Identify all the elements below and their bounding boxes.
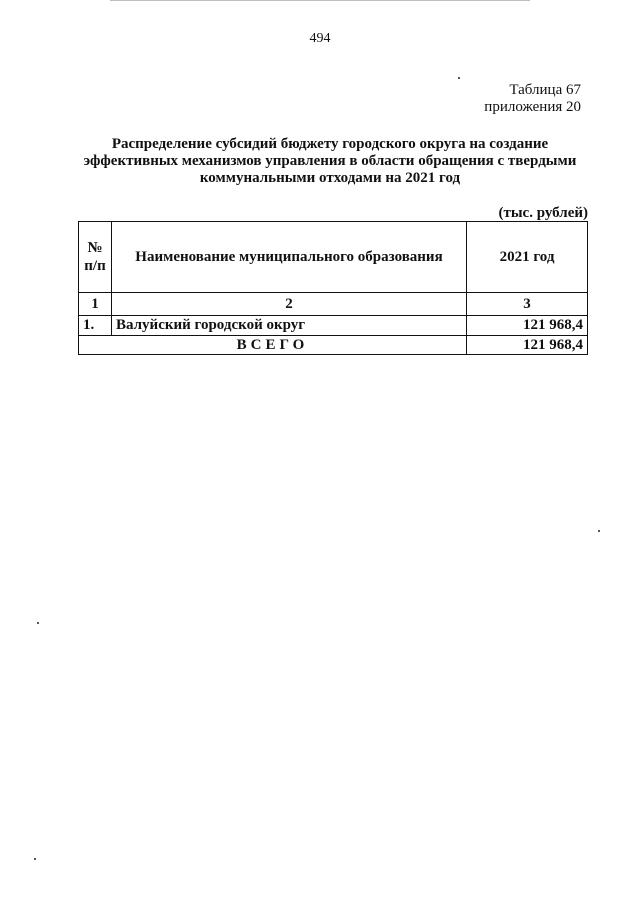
column-number-row: [79, 293, 588, 316]
scan-speck: [37, 622, 39, 624]
units-label: (тыс. рублей): [498, 205, 588, 221]
table-row: [79, 316, 588, 336]
header-number-abbr: п/п: [84, 258, 106, 274]
column-number-1: 1: [79, 293, 112, 316]
table-header-row: [79, 222, 588, 293]
row-number: 1.: [79, 316, 112, 336]
subsidy-table: [78, 221, 588, 355]
table-reference-line1: Таблица 67: [509, 82, 581, 98]
title-line1: Распределение субсидий бюджету городского округа на создание: [111, 136, 549, 152]
title-line2: эффективных механизмов управления в области обращения с твердыми: [83, 153, 577, 169]
table-reference: [484, 82, 581, 116]
scan-speck: [598, 530, 600, 532]
header-year: 2021 год: [467, 222, 588, 293]
header-number: [79, 222, 112, 293]
total-label: ВСЕГО: [79, 336, 467, 355]
scan-speck: [458, 77, 460, 79]
column-number-3: 3: [467, 293, 588, 316]
total-row: [79, 336, 588, 355]
scan-edge: [110, 0, 530, 1]
table-reference-line2: приложения 20: [484, 99, 581, 115]
scan-speck: [34, 858, 36, 860]
page-number: 494: [309, 31, 331, 46]
column-number-2: 2: [112, 293, 467, 316]
header-name: Наименование муниципального образования: [112, 222, 467, 293]
title-line3: коммунальными отходами на 2021 год: [199, 170, 461, 186]
total-value: 121 968,4: [467, 336, 588, 355]
row-value: 121 968,4: [467, 316, 588, 336]
row-municipality: Валуйский городской округ: [112, 316, 467, 336]
document-title: [60, 136, 600, 187]
header-number-sign: №: [87, 240, 103, 256]
